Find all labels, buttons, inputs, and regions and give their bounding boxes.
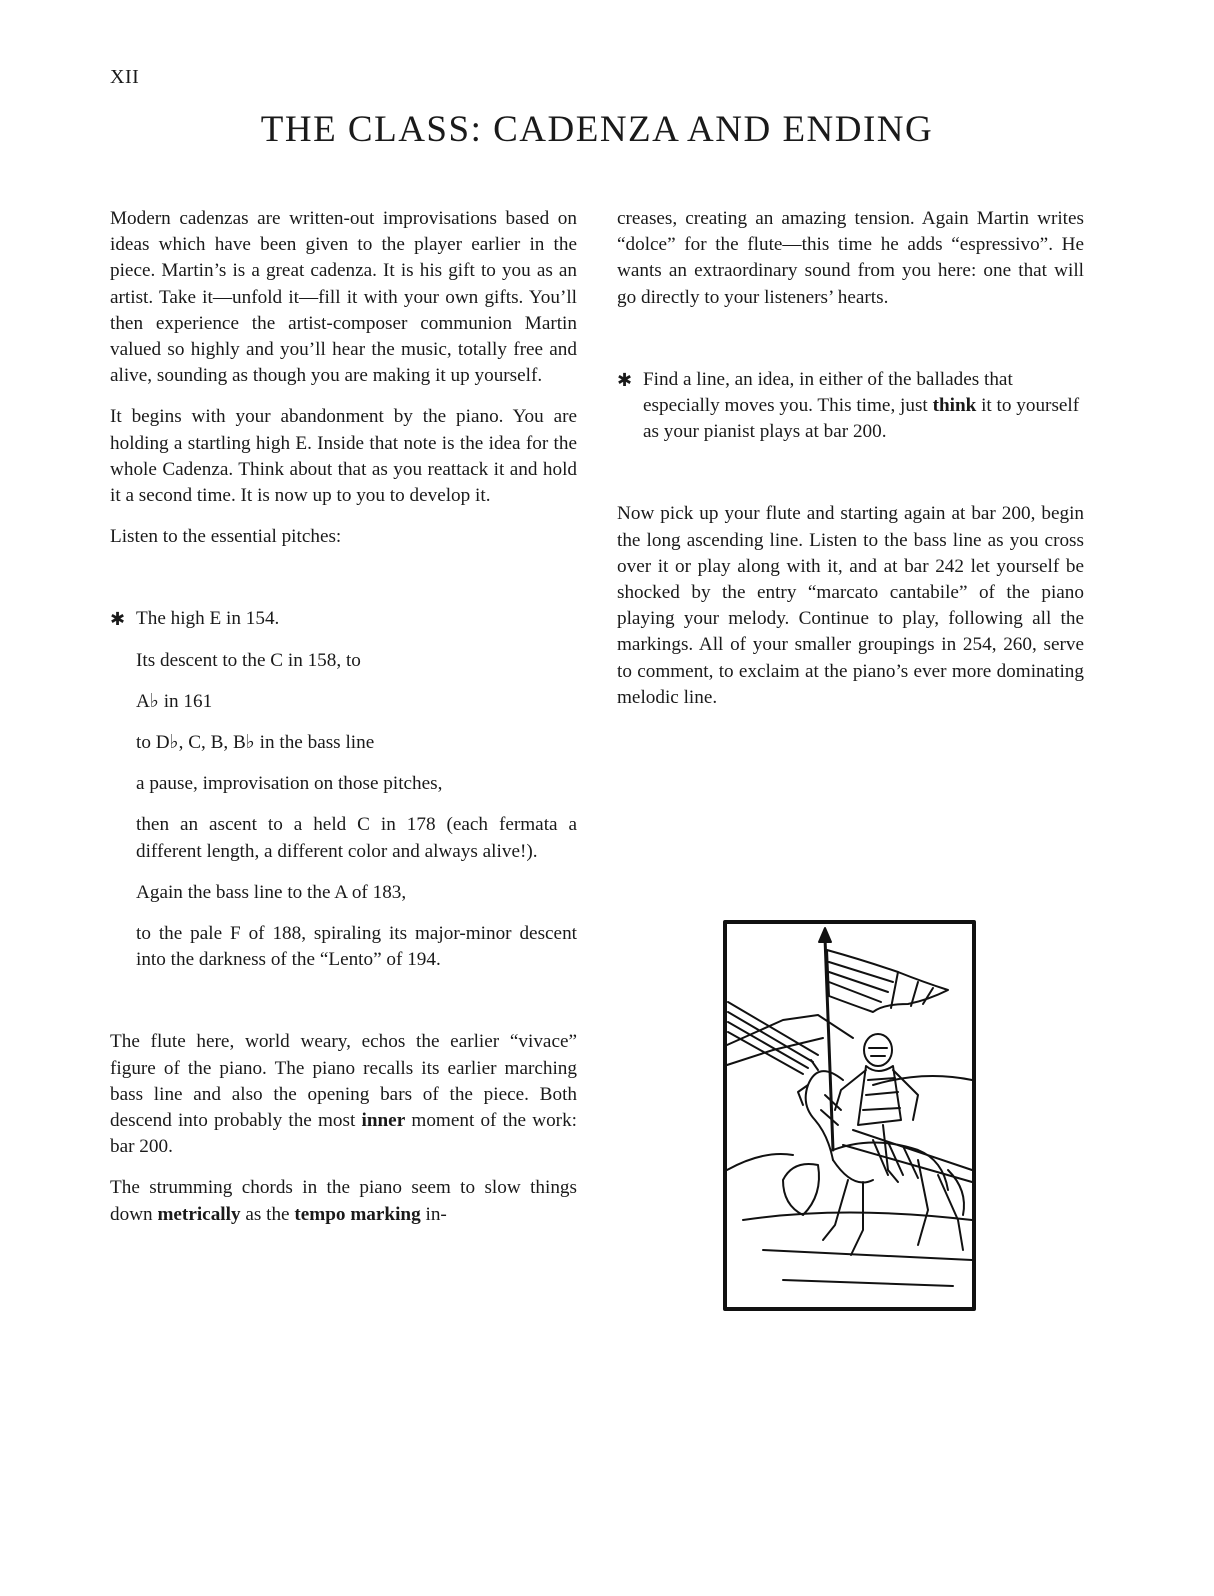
pitch-item: then an ascent to a held C in 178 (each fermata a different length, a different color and always alive!). xyxy=(136,814,577,862)
pitches-intro: Listen to the essential pitches: xyxy=(110,526,342,548)
flute-paragraph: The flute here, world weary, echos the earlier “vivace” figure of the piano. The piano recalls its earlier marching bass line and also the opening bars of the piece. Both descend into probably the most inner moment of the work: bar 200. xyxy=(110,1031,577,1158)
intro-paragraph: Modern cadenzas are written-out improvisations based on ideas which have been given to the player earlier in the piece. Martin’s is a great cadenza. It is his gift to you as an artist. Take it—unfold it—fill it with your own gifts. You’ll then experience the artist-composer communion Martin valued so highly and you’ll hear the music, totally free and alive, sounding as though you are making it up yourself. xyxy=(110,208,577,387)
pitch-item-star xyxy=(110,606,577,632)
chapter-title: THE CLASS: CADENZA AND ENDING xyxy=(260,109,934,150)
pitch-item-text: The high E in 154. xyxy=(136,608,280,630)
pitch-item: A♭ in 161 xyxy=(136,690,213,712)
right-column xyxy=(617,206,1084,711)
pitch-item: Its descent to the C in 158, to xyxy=(136,649,361,671)
exercise-item-star xyxy=(617,367,1084,446)
page-number: XII xyxy=(110,66,140,88)
asterisk-icon: ✱ xyxy=(110,609,126,630)
pitch-item: a pause, improvisation on those pitches, xyxy=(136,773,443,795)
pitch-item: Again the bass line to the A of 183, xyxy=(136,881,407,903)
pitch-item: to the pale F of 188, spiraling its major-minor descent into the darkness of the “Lento” of 194. xyxy=(136,923,577,971)
abandonment-paragraph: It begins with your abandonment by the piano. You are holding a startling high E. Inside that note is the idea for the whole Cadenza. Think about that as you reattack it and hold it a second time. It is now up to you to develop it. xyxy=(110,406,577,507)
tension-paragraph: creases, creating an amazing tension. Again Martin writes “dolce” for the flute—this time he adds “espressivo”. He wants an extraordinary sound from you here: one that will go directly to your listeners’ hearts. xyxy=(617,208,1084,308)
exercise-text: Find a line, an idea, in either of the ballades that especially moves you. This time, just think it to yourself as your pianist plays at bar 200. xyxy=(643,368,1080,443)
strumming-paragraph: The strumming chords in the piano seem to slow things down metrically as the tempo marking in- xyxy=(110,1177,577,1225)
left-column xyxy=(110,206,577,1228)
knight-illustration xyxy=(723,920,976,1311)
ascending-line-paragraph: Now pick up your flute and starting again at bar 200, begin the long ascending line. Listen to the bass line as you cross over it or play along with it, and at bar 242 let yourself be shocked by the entry “marcato cantabile” of the piano playing your melody. Continue to play, following all the markings. All of your smaller groupings in 254, 260, serve to comment, to exclaim at the piano’s ever more dominating melodic line. xyxy=(617,503,1084,708)
pitch-item: to D♭, C, B, B♭ in the bass line xyxy=(136,732,375,754)
asterisk-icon: ✱ xyxy=(617,369,633,390)
